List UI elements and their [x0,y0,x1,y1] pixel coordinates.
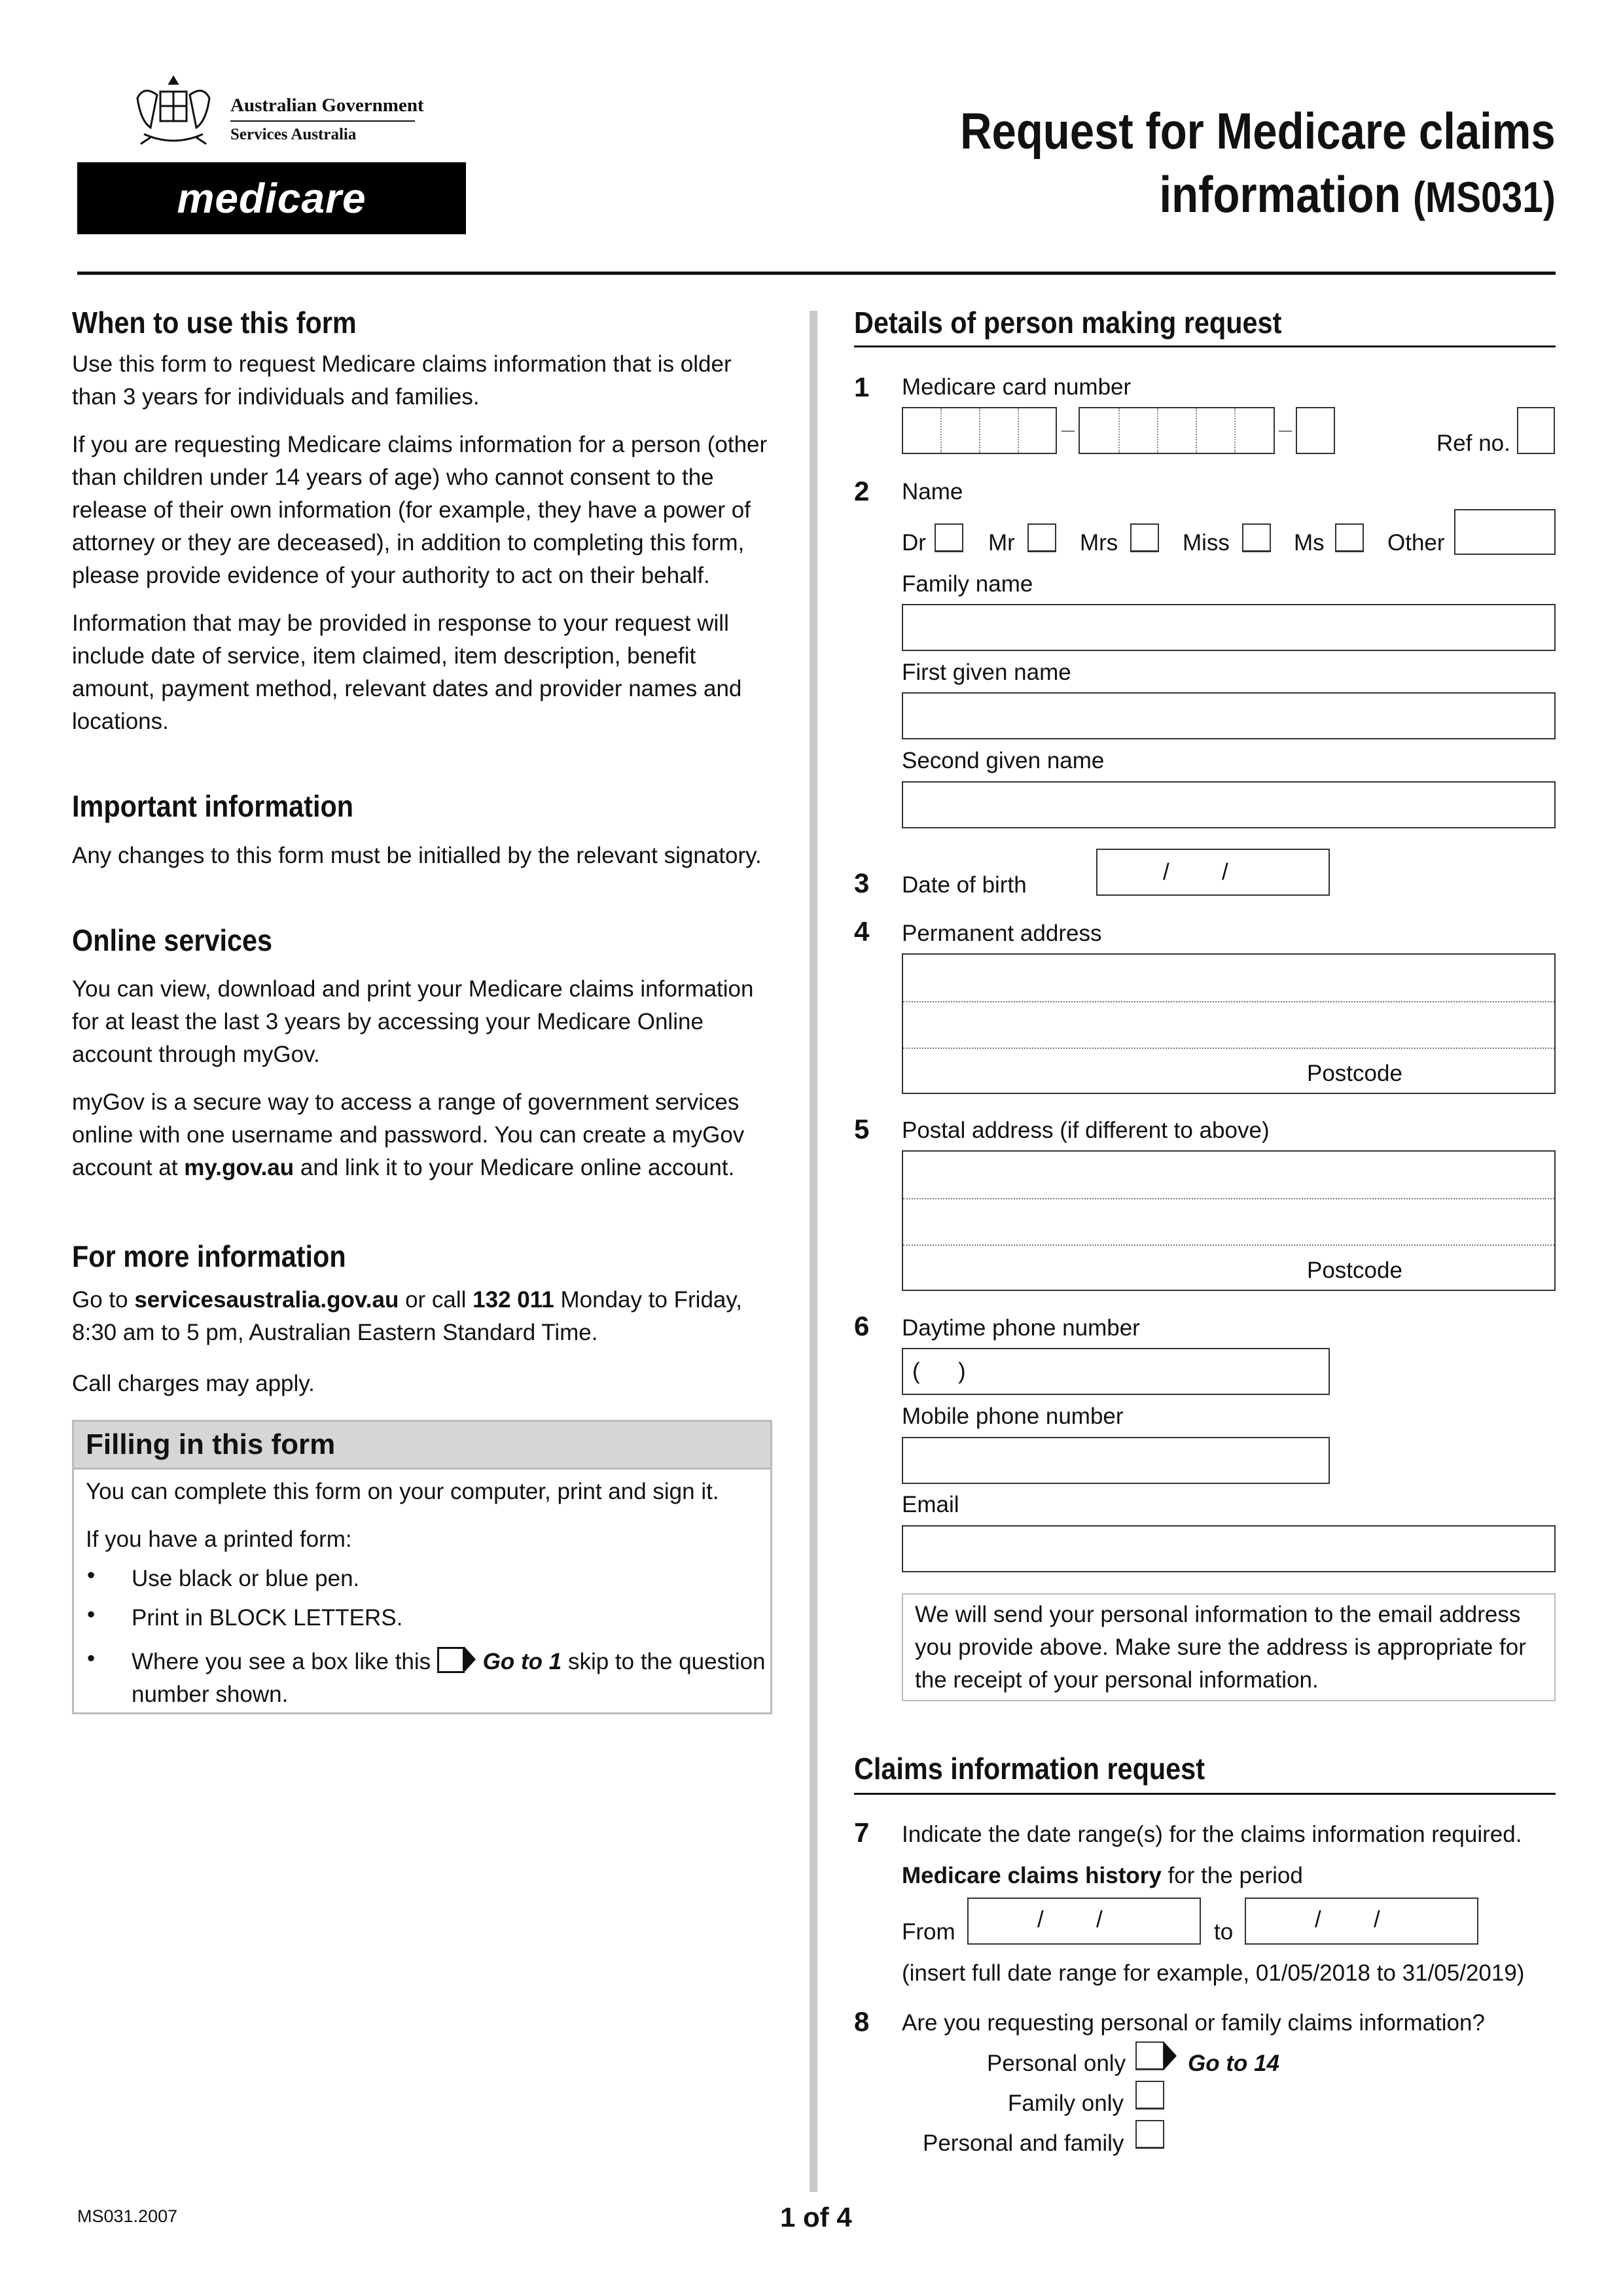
section-rule [854,345,1556,347]
title-miss-checkbox[interactable] [1242,523,1271,552]
postcode-label: Postcode [1307,1258,1402,1283]
question-number: 7 [854,1817,870,1848]
title-mr-checkbox[interactable] [1027,523,1056,552]
medicare-card-input-digit[interactable] [1296,407,1335,454]
postcode-label: Postcode [1307,1061,1402,1086]
personal-only-label: Personal only [987,2051,1126,2076]
agency-name: Services Australia [230,126,357,143]
more-info-paragraph: Go to servicesaustralia.gov.au or call 132 011 Monday to Friday, 8:30 am to 5 pm, Australian Eastern Standard Time. [72,1287,743,1345]
form-code: (MS031) [1413,173,1556,221]
goto-example: Go to 1 [482,1649,562,1674]
personal-and-family-label: Personal and family [923,2130,1124,2156]
email-label: Email [902,1492,959,1517]
filling-bullet-1: Use black or blue pen. [132,1566,360,1591]
question-number: 8 [854,2006,870,2037]
family-only-checkbox[interactable] [1135,2081,1164,2110]
postal-address-input[interactable] [902,1150,1556,1291]
question-number: 4 [854,916,870,947]
mobile-label: Mobile phone number [902,1404,1124,1429]
coat-of-arms-icon [124,72,223,150]
title-other-label: Other [1387,530,1445,556]
filling-bullet-3-cont: number shown. [132,1682,289,1707]
online-heading: Online services [72,923,273,957]
question-number: 3 [854,868,870,898]
bullet-icon: • [87,1563,96,1588]
first-name-label: First given name [902,660,1071,685]
ref-no-label: Ref no. [1436,431,1510,456]
form-reference-code: MS031.2007 [77,2206,178,2226]
second-name-label: Second given name [902,748,1105,773]
title-dr-label: Dr [902,530,926,556]
title-other-input[interactable] [1454,509,1556,555]
goto-arrow-icon [437,1647,465,1673]
filling-p1: You can complete this form on your computer, print and sign it. [86,1479,719,1504]
goto-arrow-icon [1164,2040,1178,2072]
online-paragraph-1: You can view, download and print your Medicare claims information for at least the last 3 years by accessing your Medicare Online account through myGov. [72,976,754,1067]
important-paragraph: Any changes to this form must be initialled by the relevant signatory. [72,843,762,868]
filling-p2: If you have a printed form: [86,1527,352,1552]
filling-bullet-2: Print in BLOCK LETTERS. [132,1605,403,1631]
when-heading: When to use this form [72,306,357,340]
question-number: 2 [854,476,870,506]
title-mrs-checkbox[interactable] [1130,523,1159,552]
page-title: Request for Medicare claims [960,102,1556,160]
goto-14: Go to 14 [1188,2051,1280,2076]
phone-number: 132 011 [473,1287,554,1313]
medicare-card-label: Medicare card number [902,374,1132,400]
family-only-label: Family only [1008,2091,1124,2116]
date-from-input[interactable]: / / [967,1898,1201,1945]
header-rule [77,272,1556,275]
date-to-input[interactable]: / / [1245,1898,1478,1945]
title-dr-checkbox[interactable] [935,523,963,552]
postal-address-label: Postal address (if different to above) [902,1118,1270,1143]
permanent-address-label: Permanent address [902,921,1102,946]
name-label: Name [902,479,963,504]
divider [230,120,415,122]
bullet-icon: • [87,1602,96,1627]
when-paragraph-3: Information that may be provided in response to your request will include date of service, item claimed, item description, benefit amount, payment method, relevant dates and provider names and locations. [72,610,742,734]
second-name-input[interactable] [902,781,1556,828]
email-input[interactable] [902,1525,1556,1572]
question-number: 6 [854,1311,870,1341]
ref-no-input[interactable] [1517,407,1555,454]
medicare-card-input-group2[interactable] [1079,407,1275,454]
privacy-note: We will send your personal information to the email address you provide above. Make sure the address is appropriate for the receipt of your personal information. [902,1593,1556,1701]
date-range-label: Indicate the date range(s) for the claims information required. [902,1822,1522,1847]
personal-and-family-checkbox[interactable] [1135,2120,1164,2149]
title-ms-checkbox[interactable] [1335,523,1364,552]
title-ms-label: Ms [1294,530,1325,556]
important-heading: Important information [72,789,354,823]
separator-dash [1061,431,1075,432]
title-miss-label: Miss [1183,530,1230,556]
services-link[interactable]: servicesaustralia.gov.au [134,1287,399,1313]
page-title-line2: information (MS031) [1159,166,1556,223]
family-name-input[interactable] [902,604,1556,651]
from-label: From [902,1919,955,1945]
filling-bullet-3: Where you see a box like this Go to 1 skip to the question [132,1646,766,1678]
question-number: 1 [854,372,870,402]
separator-dash [1279,431,1292,432]
title-mr-label: Mr [988,530,1015,556]
daytime-phone-input[interactable]: ( ) [902,1348,1330,1395]
daytime-phone-label: Daytime phone number [902,1315,1140,1341]
medicare-logo: medicare [77,162,466,234]
title-mrs-label: Mrs [1080,530,1118,556]
to-label: to [1214,1919,1234,1945]
date-range-example: (insert full date range for example, 01/05/2018 to 31/05/2019) [902,1960,1525,1986]
government-name: Australian Government [230,95,424,116]
online-paragraph-2: myGov is a secure way to access a range of government services online with one username and password. You can create a myGov account at my.gov.au and link it to your Medicare online account. [72,1089,745,1180]
details-heading: Details of person making request [854,306,1282,340]
claims-heading: Claims information request [854,1752,1205,1786]
page-number: 1 of 4 [780,2202,852,2233]
family-name-label: Family name [902,571,1033,597]
first-name-input[interactable] [902,692,1556,739]
bullet-icon: • [87,1646,96,1671]
permanent-address-input[interactable] [902,953,1556,1094]
personal-only-checkbox[interactable] [1135,2041,1164,2070]
claims-history-label: Medicare claims history for the period [902,1863,1303,1888]
filling-heading: Filling in this form [86,1428,336,1460]
filling-in-box [72,1420,772,1714]
filling-heading-bar [74,1422,770,1470]
dob-label: Date of birth [902,872,1027,898]
personal-family-question: Are you requesting personal or family claims information? [902,2010,1485,2036]
when-paragraph-1: Use this form to request Medicare claims information that is older than 3 years for individuals and families. [72,351,732,410]
section-rule [854,1793,1556,1795]
call-charges: Call charges may apply. [72,1371,315,1396]
column-divider [810,311,817,2192]
when-paragraph-2: If you are requesting Medicare claims information for a person (other than children under 14 years of age) who cannot consent to the release of their own information (for example, they have a power of attorney or they are deceased), in addition to completing this form, please provide evidence of your authority to act on their behalf. [72,432,768,588]
more-info-heading: For more information [72,1239,346,1273]
dob-input[interactable]: / / [1096,849,1330,896]
medicare-card-input-group1[interactable] [902,407,1057,454]
question-number: 5 [854,1114,870,1144]
mobile-input[interactable] [902,1437,1330,1484]
mygov-link[interactable]: my.gov.au [184,1155,294,1180]
